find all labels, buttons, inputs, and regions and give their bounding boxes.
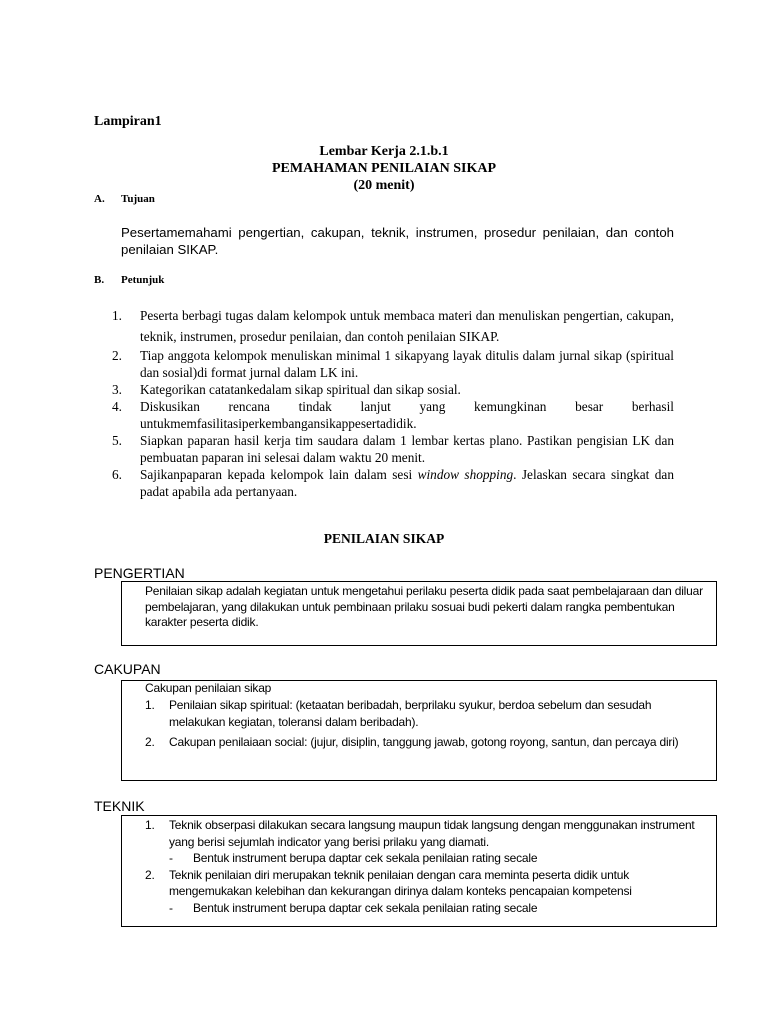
petunjuk-item-number: 5. bbox=[112, 433, 122, 448]
cakupan-item bbox=[145, 734, 708, 752]
petunjuk-item bbox=[112, 432, 674, 466]
pengertian-text: Penilaian sikap adalah kegiatan untuk mengetahui perilaku peserta didik pada saat pembelajaraan dan diluar pembelajaran, yang dilakukan untuk pembinaan prilaku sosuai budi pekerti dalam rangka pembentukan karakter peserta didik. bbox=[145, 584, 703, 629]
cakupan-box bbox=[121, 680, 717, 781]
teknik-item-number: 1. bbox=[145, 818, 155, 832]
pengertian-box bbox=[121, 581, 717, 646]
section-b-letter: B. bbox=[94, 274, 105, 286]
pengertian-label: PENGERTIAN bbox=[94, 565, 185, 581]
petunjuk-item-text-after: . Jelaskan secara singkat dan padat apabila ada pertanyaan. bbox=[140, 467, 674, 499]
section-b-title: Petunjuk bbox=[121, 274, 165, 286]
teknik-subitem-dash: - bbox=[169, 851, 173, 865]
petunjuk-item bbox=[112, 466, 674, 500]
petunjuk-item-text-italic: window shopping bbox=[417, 467, 514, 482]
teknik-subitem-text: Bentuk instrument berupa daptar cek sekala penilaian rating secale bbox=[193, 851, 538, 865]
teknik-item-text: Teknik penilaian diri merupakan teknik penilaian dengan cara meminta peserta didik untuk mengemukakan kelebihan dan kekurangan dirinya dalam konteks pencapaian kompetensi bbox=[169, 867, 632, 898]
teknik-subitem-dash: - bbox=[169, 900, 173, 915]
teknik-subitem bbox=[169, 850, 710, 867]
petunjuk-item bbox=[112, 398, 674, 432]
teknik-item bbox=[145, 817, 710, 867]
section-a-letter: A. bbox=[94, 193, 105, 205]
petunjuk-item bbox=[112, 305, 674, 347]
worksheet-title-block bbox=[0, 143, 768, 194]
cakupan-content bbox=[122, 681, 716, 751]
petunjuk-item-text: Tiap anggota kelompok menuliskan minimal 1 sikapyang layak ditulis dalam jurnal sikap (spiritual dan sosial)di format jurnal dalam LK ini. bbox=[140, 348, 674, 380]
cakupan-item-number: 2. bbox=[145, 734, 155, 749]
cakupan-intro: Cakupan penilaian sikap bbox=[145, 681, 272, 695]
cakupan-item bbox=[145, 697, 708, 732]
petunjuk-list bbox=[112, 305, 674, 500]
section-a-title: Tujuan bbox=[121, 193, 155, 205]
petunjuk-item-text: Diskusikan rencana tindak lanjut yang kemungkinan besar berhasil untukmemfasilitasiperkembangansikappesertadidik. bbox=[140, 399, 674, 431]
teknik-box bbox=[121, 815, 717, 927]
teknik-subitem bbox=[169, 900, 710, 917]
teknik-label: TEKNIK bbox=[94, 798, 145, 814]
petunjuk-item-text: Peserta berbagi tugas dalam kelompok untuk membaca materi dan menuliskan pengertian, cakupan, teknik, instrumen, prosedur penilaian, dan contoh penilaian SIKAP. bbox=[140, 308, 674, 344]
worksheet-title: PEMAHAMAN PENILAIAN SIKAP bbox=[272, 161, 496, 176]
petunjuk-item-number: 2. bbox=[112, 348, 122, 363]
teknik-subitem-text: Bentuk instrument berupa daptar cek sekala penilaian rating secale bbox=[193, 900, 538, 915]
petunjuk-item-text: Siapkan paparan hasil kerja tim saudara dalam 1 lembar kertas plano. Pastikan pengisian LK dan pembuatan paparan ini selesai dalam waktu 20 menit. bbox=[140, 433, 674, 465]
teknik-item bbox=[145, 867, 710, 917]
cakupan-item-number: 1. bbox=[145, 697, 155, 712]
worksheet-number: Lembar Kerja 2.1.b.1 bbox=[319, 144, 449, 159]
petunjuk-item-number: 6. bbox=[112, 467, 122, 482]
petunjuk-item-number: 3. bbox=[112, 382, 122, 397]
petunjuk-item-number: 4. bbox=[112, 399, 122, 414]
petunjuk-item bbox=[112, 381, 674, 398]
cakupan-label: CAKUPAN bbox=[94, 661, 161, 677]
teknik-content bbox=[122, 816, 716, 916]
petunjuk-item bbox=[112, 347, 674, 381]
cakupan-item-text: Cakupan penilaiaan social: (jujur, disiplin, tanggung jawab, gotong royong, santun, dan percaya diri) bbox=[169, 734, 679, 749]
penilaian-heading: PENILAIAN SIKAP bbox=[323, 531, 445, 546]
teknik-item-text: Teknik obserpasi dilakukan secara langsung maupun tidak langsung dengan menggunakan instrument yang berisi sejumlah indicator yang berisi prilaku yang diamati. bbox=[169, 818, 695, 849]
teknik-list bbox=[145, 817, 710, 916]
petunjuk-item-text: Kategorikan catatankedalam sikap spiritual dan sikap sosial. bbox=[140, 382, 461, 397]
petunjuk-item-number: 1. bbox=[112, 308, 122, 323]
teknik-item-number: 2. bbox=[145, 867, 155, 882]
petunjuk-item-text-before: Sajikanpaparan kepada kelompok lain dalam sesi bbox=[140, 467, 418, 482]
tujuan-text: Pesertamemahami pengertian, cakupan, teknik, instrumen, prosedur penilaian, dan contoh penilaian SIKAP. bbox=[121, 225, 674, 257]
cakupan-item-text: Penilaian sikap spiritual: (ketaatan beribadah, berprilaku syukur, berdoa sebelum dan sesudah melakukan kegiatan, toleransi dalam beribadah). bbox=[169, 697, 652, 729]
worksheet-duration: (20 menit) bbox=[353, 178, 415, 193]
cakupan-list bbox=[145, 697, 708, 752]
lampiran-label: Lampiran1 bbox=[94, 114, 162, 129]
